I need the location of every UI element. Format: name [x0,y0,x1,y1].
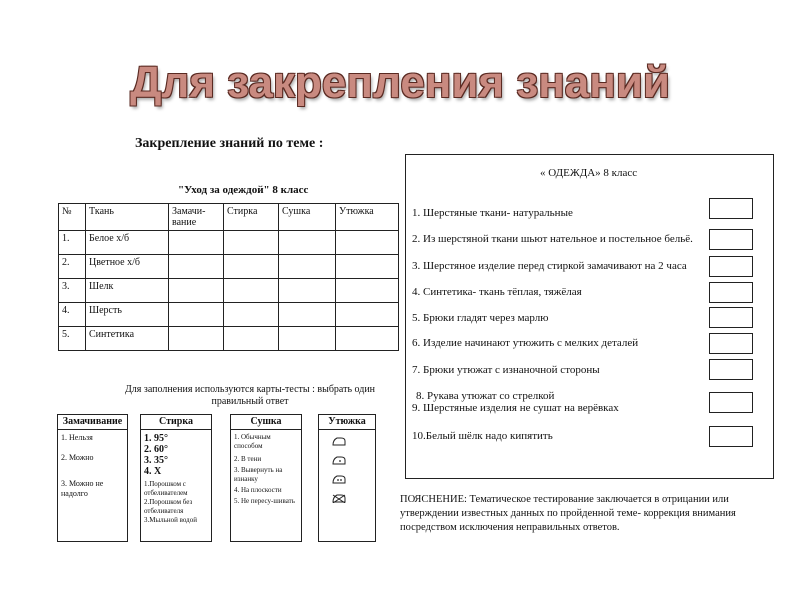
card-note: 1.Порошком с отбеливателем [144,480,188,497]
quiz-question: 6. Изделие начинают утюжить с мелких деталей [412,337,639,349]
cell [279,231,336,255]
cell [279,327,336,351]
cell [336,231,399,255]
cell [279,279,336,303]
answer-box[interactable] [709,359,753,380]
quiz-question: 3. Шерстяное изделие перед стиркой замачивают на 2 часа [412,260,687,272]
row-num: 5. [59,327,86,351]
cell [169,231,224,255]
col-iron: Утюжка [336,204,399,231]
card-item: 1. 95° [144,433,168,444]
cell [169,327,224,351]
no-iron-icon [332,494,346,503]
answer-box[interactable] [709,333,753,354]
instruction-text: Для заполнения используются карты-тесты : выбрать один правильный ответ [124,384,376,407]
row-num: 4. [59,303,86,327]
card-item: 1. Нельзя [61,433,93,442]
table-row [59,231,399,255]
quiz-question: 2. Из шерстяной ткани шьют нательное и постельное бельё. [412,233,693,245]
explanation-note: ПОЯСНЕНИЕ: Тематическое тестирование заключается в отрицании или утверждении известных данных по пройденной теме- коррекция внимания посредством исключения неправильных ответов. [400,494,736,533]
left-subheading: "Уход за одеждой" 8 класс [178,184,309,196]
answer-box[interactable] [709,307,753,328]
row-num: 2. [59,255,86,279]
col-soak: Замачи-вание [169,204,224,231]
answer-box[interactable] [709,256,753,277]
col-dry: Сушка [279,204,336,231]
cell [224,303,279,327]
cell [336,303,399,327]
cell [336,327,399,351]
cell [224,231,279,255]
page-title: Для закрепления знаний [130,58,670,107]
card-item: 2. Можно [61,453,94,462]
table-row [59,327,399,351]
cell [224,255,279,279]
row-fabric: Шерсть [86,303,169,327]
card-item: 5. Не пересу-шивать [234,497,295,505]
card-iron [318,414,376,542]
card-title: Замачивание [58,415,127,430]
left-heading: Закрепление знаний по теме : [135,136,324,151]
card-item: 2. В тени [234,455,262,463]
quiz-question: 4. Синтетика- ткань тёплая, тяжёлая [412,286,582,298]
card-item: 4. Х [144,466,162,477]
quiz-question: 5. Брюки гладят через марлю [412,312,549,324]
answer-box[interactable] [709,392,753,413]
answer-box[interactable] [709,426,753,447]
card-soak [57,414,128,542]
row-fabric: Цветное х/б [86,255,169,279]
quiz-question: 8. Рукава утюжат со стрелкой [416,390,555,402]
card-title: Утюжка [319,415,375,430]
row-fabric: Белое х/б [86,231,169,255]
cell [279,303,336,327]
card-dry [230,414,302,542]
card-title: Стирка [141,415,211,430]
answer-box[interactable] [709,282,753,303]
table-row [59,279,399,303]
quiz-question: 10.Белый шёлк надо кипятить [412,430,553,442]
card-wash [140,414,212,542]
care-table [58,203,399,351]
col-wash: Стирка [224,204,279,231]
row-num: 3. [59,279,86,303]
cell [169,255,224,279]
col-fabric: Ткань [86,204,169,231]
cell [169,303,224,327]
cell [224,279,279,303]
card-note: 3.Мыльной водой [144,516,197,524]
card-item: 2. 60° [144,444,168,455]
row-num: 1. [59,231,86,255]
col-num: № [59,204,86,231]
card-item: 3. Вывернуть на изнанку [234,466,283,483]
iron-one-dot-icon [332,456,346,465]
card-note: 2.Порошком без отбеливателя [144,498,193,515]
row-fabric: Синтетика [86,327,169,351]
card-item: 3. Можно не надолго [61,479,104,498]
cell [279,255,336,279]
table-row [59,255,399,279]
card-item: 4. На плоскости [234,486,282,494]
answer-box[interactable] [709,229,753,250]
table-header-row [59,204,399,231]
cell [336,279,399,303]
answer-box[interactable] [709,198,753,219]
card-item: 3. 35° [144,455,168,466]
card-item: 1. Обычным способом [234,433,271,450]
quiz-question: 7. Брюки утюжат с изнаночной стороны [412,364,600,376]
card-title: Сушка [231,415,301,430]
cell [224,327,279,351]
quiz-question: 9. Шерстяные изделия не сушат на верёвках [412,402,619,414]
quiz-question: 1. Шерстяные ткани- натуральные [412,207,573,219]
cell [336,255,399,279]
table-row [59,303,399,327]
iron-icon [332,437,346,446]
quiz-heading: « ОДЕЖДА» 8 класс [540,167,638,179]
row-fabric: Шелк [86,279,169,303]
iron-two-dots-icon [332,475,346,484]
cell [169,279,224,303]
